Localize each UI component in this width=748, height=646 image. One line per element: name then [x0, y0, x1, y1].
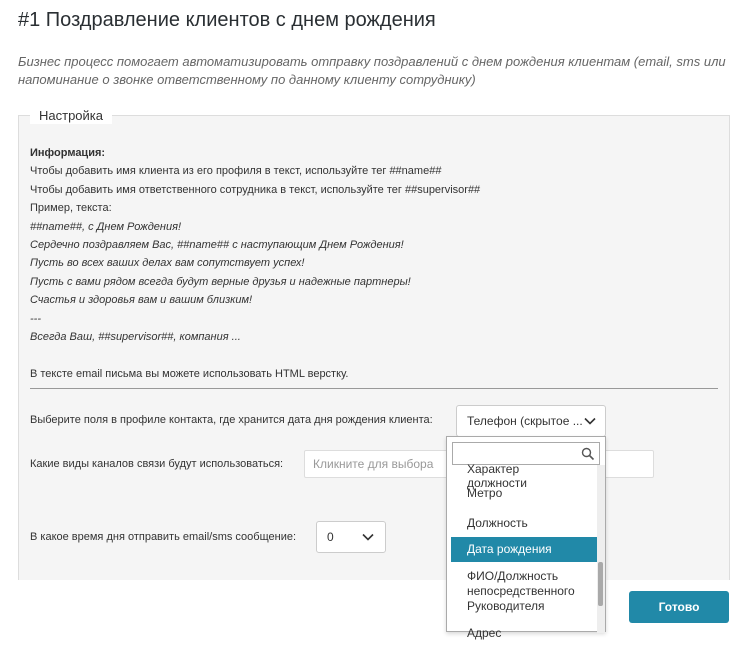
- settings-legend: Настройка: [30, 108, 112, 124]
- done-button[interactable]: Готово: [629, 591, 729, 623]
- dropdown-option-birthdate[interactable]: [451, 537, 597, 562]
- dropdown-scrollbar-thumb[interactable]: [598, 562, 603, 606]
- info-heading: Информация:: [30, 147, 106, 159]
- time-value: 0: [327, 530, 334, 544]
- example-line: Сердечно поздравляем Вас, ##name## с наступающим Днем Рождения!: [30, 239, 404, 252]
- dropdown-option-address[interactable]: [451, 621, 597, 646]
- info-line: Чтобы добавить имя клиента из его профиля в текст, используйте тег ##name##: [30, 165, 442, 178]
- dropdown-list: [451, 462, 597, 646]
- dropdown-option-position[interactable]: [451, 511, 597, 536]
- option-label: Дата рождения: [467, 542, 552, 556]
- html-note: В тексте email письма вы можете использовать HTML верстку.: [30, 367, 349, 380]
- dropdown-option-supervisor[interactable]: [451, 562, 597, 621]
- info-block: [30, 144, 480, 383]
- chevron-down-icon: [361, 530, 375, 544]
- example-line: Пусть с вами рядом всегда будут верные друзья и надежные партнеры!: [30, 275, 411, 288]
- example-line: ##name##, с Днем Рождения!: [30, 220, 182, 233]
- example-line: Всегда Ваш, ##supervisor##, компания ...: [30, 331, 241, 344]
- dropdown-scrollbar[interactable]: [597, 465, 605, 633]
- info-line: Пример, текста:: [30, 202, 112, 215]
- option-label: Адрес: [467, 626, 502, 640]
- info-line: Чтобы добавить имя ответственного сотрудника в текст, используйте тег ##supervisor##: [30, 183, 481, 196]
- option-label: Метро: [467, 486, 503, 500]
- time-label: В какое время дня отправить email/sms сообщение:: [30, 531, 297, 543]
- time-select[interactable]: [316, 521, 386, 553]
- birthday-field-label: Выберите поля в профиле контакта, где хранится дата дня рождения клиента:: [30, 414, 433, 426]
- example-line: Пусть во всех ваших делах вам сопутствует успех!: [30, 257, 305, 270]
- chevron-down-icon: [583, 414, 597, 428]
- birthday-field-dropdown[interactable]: [446, 436, 606, 640]
- spacer: [30, 346, 480, 364]
- search-icon: [581, 447, 595, 461]
- birthday-field-select[interactable]: [456, 405, 606, 437]
- channels-placeholder: Кликните для выбора: [313, 457, 434, 471]
- birthday-field-value: Телефон (скрытое ...: [467, 414, 583, 428]
- option-label: ФИО/Должность непосредственного Руководителя: [467, 569, 575, 613]
- page-description: Бизнес процесс помогает автоматизировать отправку поздравлений с днем рождения клиентам (email, sms или напоминание о звонке ответственному по данному клиенту сотруднику): [18, 54, 726, 87]
- settings-panel: [18, 108, 730, 580]
- example-line: Счастья и здоровья вам и вашим близким!: [30, 294, 253, 307]
- example-line: ---: [30, 312, 41, 325]
- option-label: Характер должности: [467, 462, 527, 490]
- dropdown-option-character[interactable]: [451, 462, 597, 490]
- divider: [30, 388, 718, 389]
- page-title: #1 Поздравление клиентов с днем рождения: [18, 9, 436, 31]
- option-label: Должность: [467, 516, 528, 530]
- channels-label: Какие виды каналов связи будут использоваться:: [30, 458, 284, 470]
